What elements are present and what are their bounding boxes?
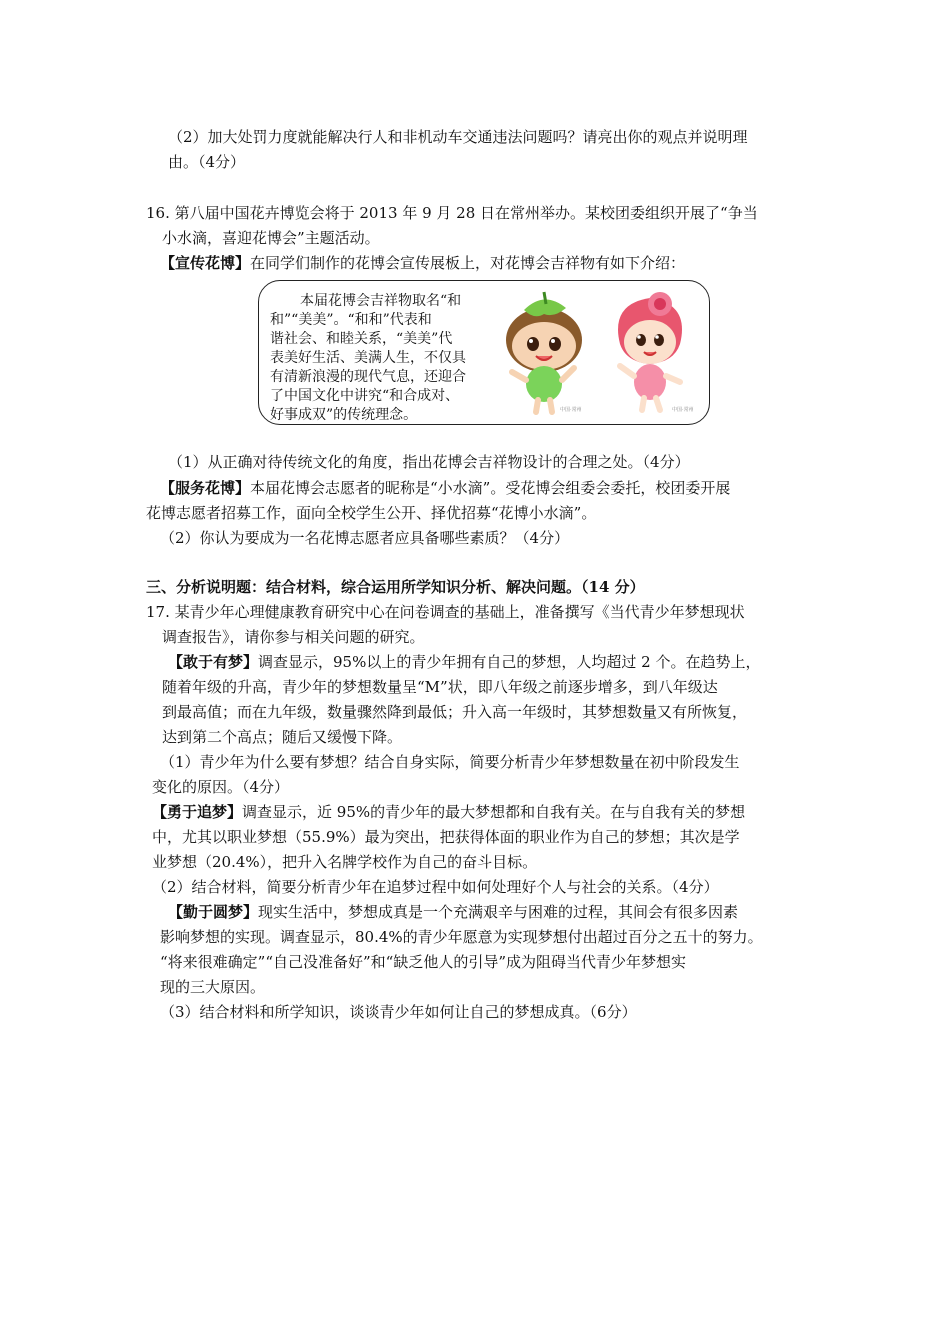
promo-tag: 【宣传花博】 [160, 254, 251, 272]
diligent-text: 现实生活中，梦想成真是一个充满艰辛与困难的过程，其间会有很多因素 [258, 903, 739, 921]
q17-diligent-line4: 现的三大原因。 [160, 978, 266, 996]
board-line-4: 表美好生活、美满人生，不仅具 [270, 350, 466, 366]
dare-tag: 【敢于有梦】 [168, 653, 259, 671]
q17-dare-line4: 达到第二个高点；随后又缓慢下降。 [162, 728, 403, 746]
q15-part2-line1: （2）加大处罚力度就能解决行人和非机动车交通违法问题吗？请亮出你的观点并说明理 [168, 128, 748, 146]
q16-part1: （1）从正确对待传统文化的角度，指出花博会吉祥物设计的合理之处。（4分） [168, 453, 690, 471]
q17-dare-line1 [168, 652, 760, 672]
q16-promo [160, 253, 685, 273]
q15-part2-line2: 由。（4分） [168, 153, 246, 171]
q17-diligent-line3: “将来很难确定”“自己没准备好”和“缺乏他人的引导”成为阻碍当代青少年梦想实 [160, 953, 687, 971]
q17-stem-line1: 17. 某青少年心理健康教育研究中心在问卷调查的基础上，准备撰写《当代青少年梦想现状 [146, 603, 745, 621]
service-text: 本届花博会志愿者的昵称是“小水滴”。受花博会组委会委托，校团委开展 [250, 479, 731, 497]
q17-diligent-line2: 影响梦想的实现。调查显示，80.4%的青少年愿意为实现梦想付出超过百分之五十的努力。 [160, 928, 763, 946]
q17-chase-line2: 中，尤其以职业梦想（55.9%）最为突出，把获得体面的职业作为自己的梦想；其次是学 [152, 828, 740, 846]
board-line-3: 谐社会、和睦关系，“美美”代 [270, 331, 453, 347]
q16-service-line1 [160, 478, 730, 498]
diligent-tag: 【勤于圆梦】 [168, 903, 259, 921]
q17-dare-line2: 随着年级的升高，青少年的梦想数量呈“M”状，即八年级之前逐步增多，到八年级达 [162, 678, 718, 696]
board-line-2: 和”“美美”。“和和”代表和 [270, 312, 432, 328]
q16-stem-line2: 小水滴，喜迎花博会”主题活动。 [162, 229, 380, 247]
board-line-5: 有清新浪漫的现代气息，还迎合 [270, 369, 466, 385]
chase-tag: 【勇于追梦】 [152, 803, 243, 821]
q16-service-line2: 花博志愿者招募工作，面向全校学生公开、择优招募“花博小水滴”。 [146, 504, 597, 522]
section3-heading: 三、分析说明题：结合材料，综合运用所学知识分析、解决问题。（14 分） [146, 578, 645, 596]
q16-stem-line1: 16. 第八届中国花卉博览会将于 2013 年 9 月 28 日在常州举办。某校团委组织开展了“争当 [146, 204, 758, 222]
q17-part3: （3）结合材料和所学知识，谈谈青少年如何让自己的梦想成真。（6分） [160, 1003, 637, 1021]
q17-stem-line2: 调查报告》，请你参与相关问题的研究。 [162, 628, 425, 646]
q17-dare-line3: 到最高值；而在九年级，数量骤然降到最低；升入高一年级时，其梦想数量又有所恢复， [162, 703, 748, 721]
q17-diligent-line1 [168, 902, 738, 922]
q17-chase-line3: 业梦想（20.4%），把升入名牌学校作为自己的奋斗目标。 [152, 853, 538, 871]
mascot-hehe-caption: 中国·常州 [560, 407, 582, 413]
q16-part2: （2）你认为要成为一名花博志愿者应具备哪些素质？（4分） [160, 529, 570, 547]
mascot-hehe-image [494, 288, 594, 416]
mascot-meimei-image [600, 284, 700, 416]
chase-text: 调查显示，近 95%的青少年的最大梦想都和自我有关。在与自我有关的梦想 [242, 803, 746, 821]
q17-part2: （2）结合材料，简要分析青少年在追梦过程中如何处理好个人与社会的关系。（4分） [152, 878, 719, 896]
q17-part1-line2: 变化的原因。（4分） [152, 778, 290, 796]
board-line-7: 好事成双”的传统理念。 [270, 407, 418, 423]
q17-chase-line1 [152, 802, 745, 822]
q17-part1-line1: （1）青少年为什么要有梦想？结合自身实际，简要分析青少年梦想数量在初中阶段发生 [160, 753, 740, 771]
promo-text: 在同学们制作的花博会宣传展板上，对花博会吉祥物有如下介绍： [250, 254, 686, 272]
dare-text: 调查显示，95%以上的青少年拥有自己的梦想，人均超过 2 个。在趋势上， [258, 653, 761, 671]
board-line-1: 本届花博会吉祥物取名“和 [300, 293, 462, 309]
service-tag: 【服务花博】 [160, 479, 251, 497]
board-line-6: 了中国文化中讲究“和合成对、 [270, 388, 460, 404]
mascot-meimei-caption: 中国·常州 [672, 407, 694, 413]
